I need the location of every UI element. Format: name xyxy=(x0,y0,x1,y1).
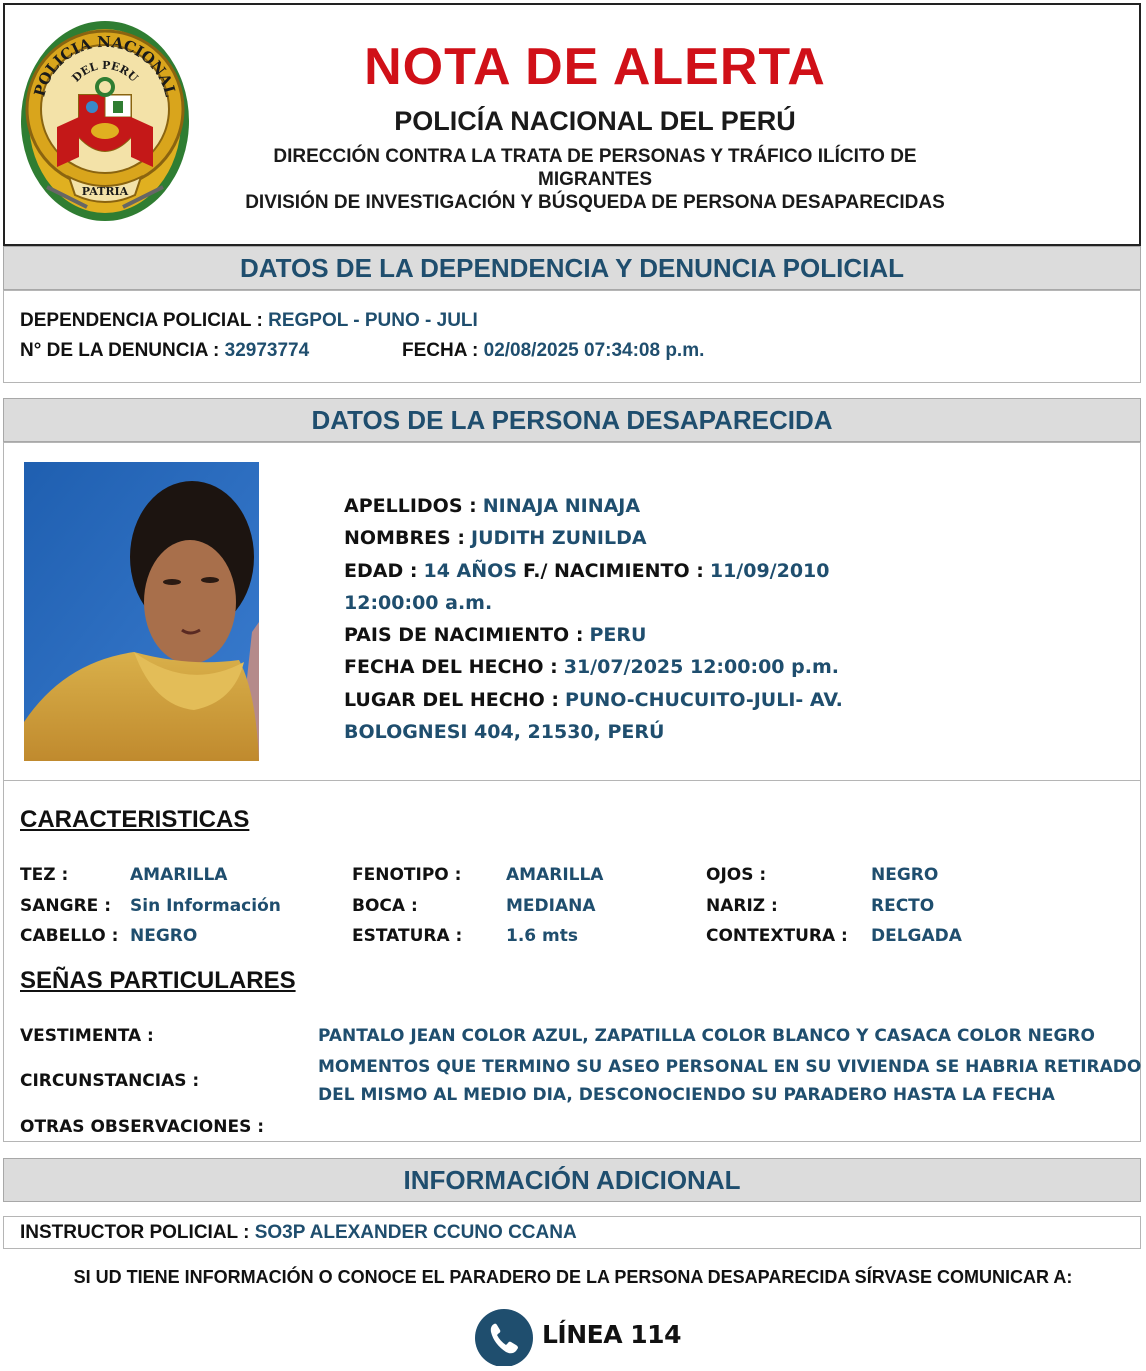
apellidos-row xyxy=(344,490,843,522)
fecha-hecho-value: 31/07/2025 12:00:00 p.m. xyxy=(563,656,839,679)
alert-title: NOTA DE ALERTA xyxy=(364,38,826,96)
police-emblem-logo xyxy=(17,17,193,225)
boca-value: MEDIANA xyxy=(506,896,596,916)
lugar-label: LUGAR DEL HECHO : xyxy=(344,688,559,711)
denuncia-number-value: 32973774 xyxy=(224,340,310,361)
denuncia-date-label: FECHA : xyxy=(402,340,479,361)
vestimenta-label: VESTIMENTA : xyxy=(20,1026,154,1046)
lugar-value-1: PUNO-CHUCUITO-JULI- AV. xyxy=(565,688,843,711)
divider xyxy=(3,780,1141,781)
circunstancias-label: CIRCUNSTANCIAS : xyxy=(20,1071,200,1091)
nacimiento-label: F./ NACIMIENTO : xyxy=(523,559,704,582)
caracteristicas-grid xyxy=(0,865,1146,955)
section-header-adicional: INFORMACIÓN ADICIONAL xyxy=(3,1158,1141,1202)
direction-line-1: DIRECCIÓN CONTRA LA TRATA DE PERSONAS Y TRÁFICO ILÍCITO DE xyxy=(273,146,917,167)
circunstancias-value-1: MOMENTOS QUE TERMINO SU ASEO PERSONAL EN SU VIVIENDA SE HABRIA RETIRADO xyxy=(318,1057,1142,1077)
nacimiento-hora-value: 12:00:00 a.m. xyxy=(344,591,493,614)
cabello-label: CABELLO : xyxy=(20,926,119,946)
section-header-persona: DATOS DE LA PERSONA DESAPARECIDA xyxy=(3,398,1141,442)
lugar-row xyxy=(344,684,843,716)
fecha-hecho-label: FECHA DEL HECHO : xyxy=(344,656,558,679)
direction-block xyxy=(205,145,985,214)
edad-row xyxy=(344,555,843,587)
dependencia-row xyxy=(20,310,478,332)
otras-observaciones-label: OTRAS OBSERVACIONES : xyxy=(20,1117,265,1137)
contextura-value: DELGADA xyxy=(871,926,962,946)
header xyxy=(3,3,1141,246)
fenotipo-label: FENOTIPO : xyxy=(352,865,462,885)
pais-label: PAIS DE NACIMIENTO : xyxy=(344,624,584,647)
pais-value: PERU xyxy=(589,624,647,647)
denuncia-date-value: 02/08/2025 07:34:08 p.m. xyxy=(483,340,705,361)
dependencia-label: DEPENDENCIA POLICIAL : xyxy=(20,310,263,331)
lugar-value-2: BOLOGNESI 404, 21530, PERÚ xyxy=(344,721,665,744)
tez-value: AMARILLA xyxy=(130,865,228,885)
denuncia-number-row xyxy=(20,340,309,362)
estatura-label: ESTATURA : xyxy=(352,926,463,946)
nacimiento-hora-row xyxy=(344,587,843,619)
fecha-hecho-row xyxy=(344,651,843,683)
nariz-label: NARIZ : xyxy=(706,896,778,916)
boca-label: BOCA : xyxy=(352,896,418,916)
denuncia-date-row xyxy=(402,340,704,362)
person-details xyxy=(344,490,843,748)
section-header-dependencia: DATOS DE LA DEPENDENCIA Y DENUNCIA POLICIAL xyxy=(3,246,1141,290)
nombres-value: JUDITH ZUNILDA xyxy=(471,527,647,550)
nacimiento-value: 11/09/2010 xyxy=(709,559,830,582)
pais-row xyxy=(344,619,843,651)
dependencia-panel xyxy=(3,290,1141,383)
edad-label: EDAD : xyxy=(344,559,418,582)
svg-text:DEL PERU: DEL PERU xyxy=(69,58,141,85)
estatura-value: 1.6 mts xyxy=(506,926,578,946)
instructor-row xyxy=(20,1222,577,1244)
ojos-value: NEGRO xyxy=(871,865,939,885)
cabello-value: NEGRO xyxy=(130,926,198,946)
apellidos-label: APELLIDOS : xyxy=(344,495,477,517)
apellidos-value: NINAJA NINAJA xyxy=(482,495,641,517)
sangre-label: SANGRE : xyxy=(20,896,112,916)
ojos-label: OJOS : xyxy=(706,865,767,885)
tez-label: TEZ : xyxy=(20,865,69,885)
instructor-value: SO3P ALEXANDER CCUNO CCANA xyxy=(254,1222,577,1243)
nombres-row xyxy=(344,522,843,554)
contact-note: SI UD TIENE INFORMACIÓN O CONOCE EL PARADERO DE LA PERSONA DESAPARECIDA SÍRVASE COMUNICAR A: xyxy=(73,1267,1073,1287)
svg-text:POLICIA NACIONAL: POLICIA NACIONAL xyxy=(30,32,180,99)
vestimenta-value: PANTALO JEAN COLOR AZUL, ZAPATILLA COLOR BLANCO Y CASACA COLOR NEGRO xyxy=(318,1026,1095,1046)
edad-value: 14 AÑOS xyxy=(423,559,517,582)
nariz-value: RECTO xyxy=(871,896,935,916)
instructor-panel xyxy=(3,1216,1141,1249)
hotline-number: LÍNEA 114 xyxy=(542,1320,681,1349)
organization-name: POLICÍA NACIONAL DEL PERÚ xyxy=(394,106,796,136)
contextura-label: CONTEXTURA : xyxy=(706,926,848,946)
lugar-row-2 xyxy=(344,716,843,748)
senas-title: SEÑAS PARTICULARES xyxy=(20,967,296,994)
phone-icon xyxy=(474,1308,534,1366)
senas-block xyxy=(0,1024,1146,1144)
fenotipo-value: AMARILLA xyxy=(506,865,604,885)
nombres-label: NOMBRES : xyxy=(344,527,465,550)
svg-text:PATRIA: PATRIA xyxy=(81,185,129,198)
caracteristicas-title: CARACTERISTICAS xyxy=(20,806,250,833)
direction-line-2: MIGRANTES xyxy=(538,169,652,190)
circunstancias-value-2: DEL MISMO AL MEDIO DIA, DESCONOCIENDO SU PARADERO HASTA LA FECHA xyxy=(318,1085,1055,1105)
denuncia-number-label: N° DE LA DENUNCIA : xyxy=(20,340,220,361)
division-line: DIVISIÓN DE INVESTIGACIÓN Y BÚSQUEDA DE PERSONA DESAPARECIDAS xyxy=(245,192,945,213)
dependencia-value: REGPOL - PUNO - JULI xyxy=(268,310,478,331)
missing-person-photo xyxy=(24,462,259,761)
instructor-label: INSTRUCTOR POLICIAL : xyxy=(20,1222,250,1243)
sangre-value: Sin Información xyxy=(130,896,281,916)
hotline xyxy=(474,1308,681,1366)
